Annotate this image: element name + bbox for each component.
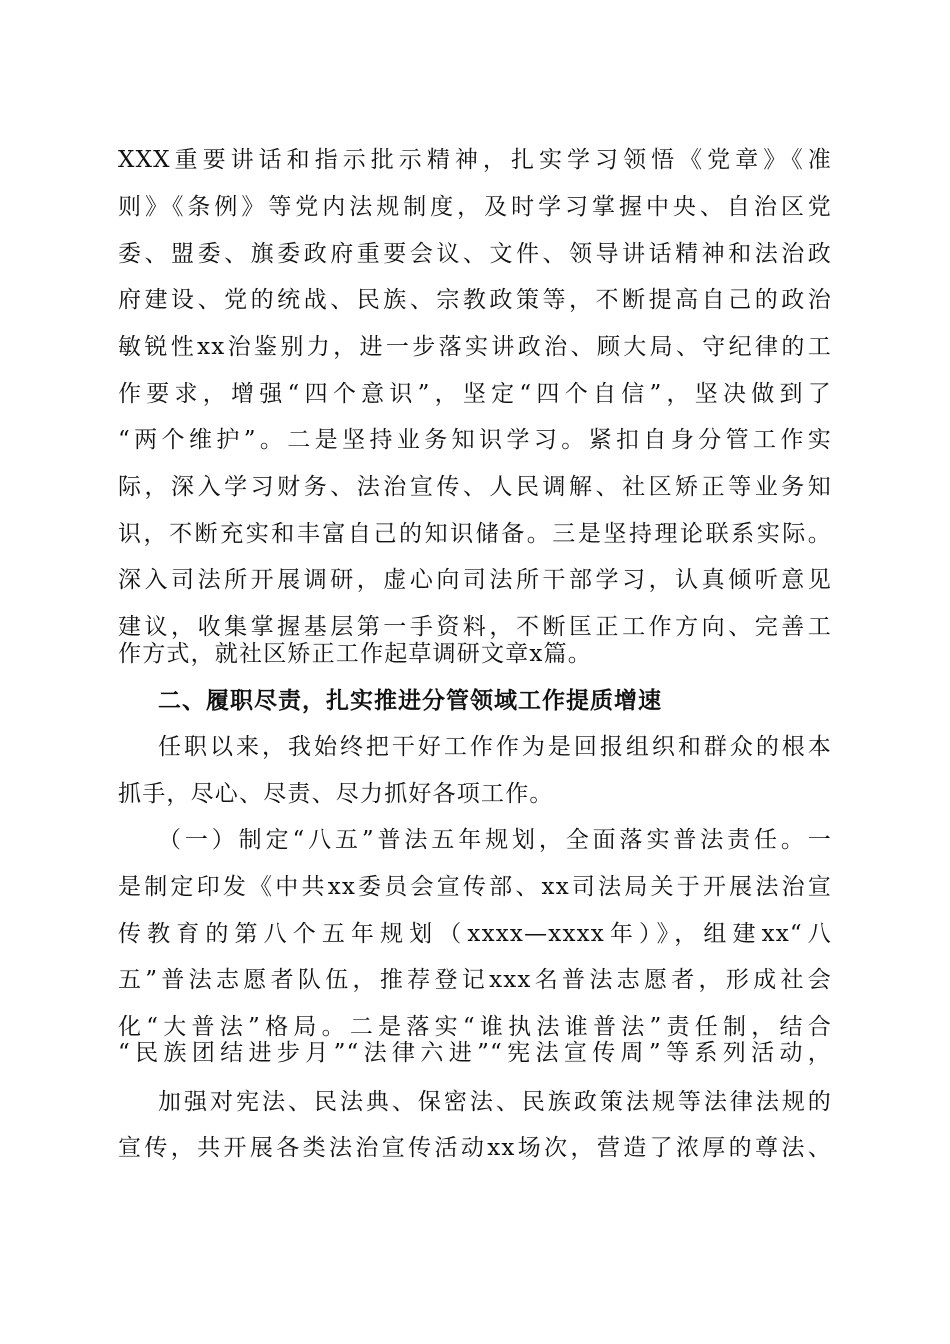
body-line: 传教育的第八个五年规划（xxxx—xxxx年）》，组建xx“八 <box>118 921 832 947</box>
body-line: “民族团结进步月”“法律六进”“宪法宣传周”等系列活动， <box>118 1040 832 1066</box>
body-line: 则》《条例》等党内法规制度，及时学习掌握中央、自治区党 <box>118 194 832 220</box>
body-line: 府建设、党的统战、民族、宗教政策等，不断提高自己的政治 <box>118 287 832 313</box>
section-heading: 二、履职尽责，扎实推进分管领域工作提质增速 <box>158 688 662 714</box>
body-line: 识，不断充实和丰富自己的知识储备。三是坚持理论联系实际。 <box>118 521 832 547</box>
body-line: XXX重要讲话和指示批示精神，扎实学习领悟《党章》《准 <box>118 147 832 173</box>
body-line: 建议，收集掌握基层第一手资料，不断匡正工作方向、完善工 <box>118 614 832 640</box>
body-line: 加强对宪法、民法典、保密法、民族政策法规等法律法规的 <box>158 1089 832 1115</box>
body-line: “两个维护”。二是坚持业务知识学习。紧扣自身分管工作实 <box>118 427 832 453</box>
body-line: 抓手，尽心、尽责、尽力抓好各项工作。 <box>118 781 554 807</box>
subsection-lead-line: （一）制定“八五”普法五年规划，全面落实普法责任。一 <box>158 827 832 853</box>
body-line: 化“大普法”格局。二是落实“谁执法谁普法”责任制，结合 <box>118 1014 832 1040</box>
body-line: 际，深入学习财务、法治宣传、人民调解、社区矫正等业务知 <box>118 474 832 500</box>
body-line: 委、盟委、旗委政府重要会议、文件、领导讲话精神和法治政 <box>118 241 832 267</box>
body-line: 作方式，就社区矫正工作起草调研文章x篇。 <box>118 641 592 667</box>
body-line: 任职以来，我始终把干好工作作为是回报组织和群众的根本 <box>158 734 832 760</box>
body-line: 宣传，共开展各类法治宣传活动xx场次，营造了浓厚的尊法、 <box>118 1135 832 1161</box>
body-line: 深入司法所开展调研，虚心向司法所干部学习，认真倾听意见 <box>118 567 832 593</box>
body-line: 五”普法志愿者队伍，推荐登记xxx名普法志愿者，形成社会 <box>118 967 832 993</box>
body-line: 作要求，增强“四个意识”，坚定“四个自信”，坚决做到了 <box>118 381 832 407</box>
body-line: 敏锐性xx治鉴别力，进一步落实讲政治、顾大局、守纪律的工 <box>118 334 832 360</box>
body-line: 是制定印发《中共xx委员会宣传部、xx司法局关于开展法治宣 <box>118 874 832 900</box>
